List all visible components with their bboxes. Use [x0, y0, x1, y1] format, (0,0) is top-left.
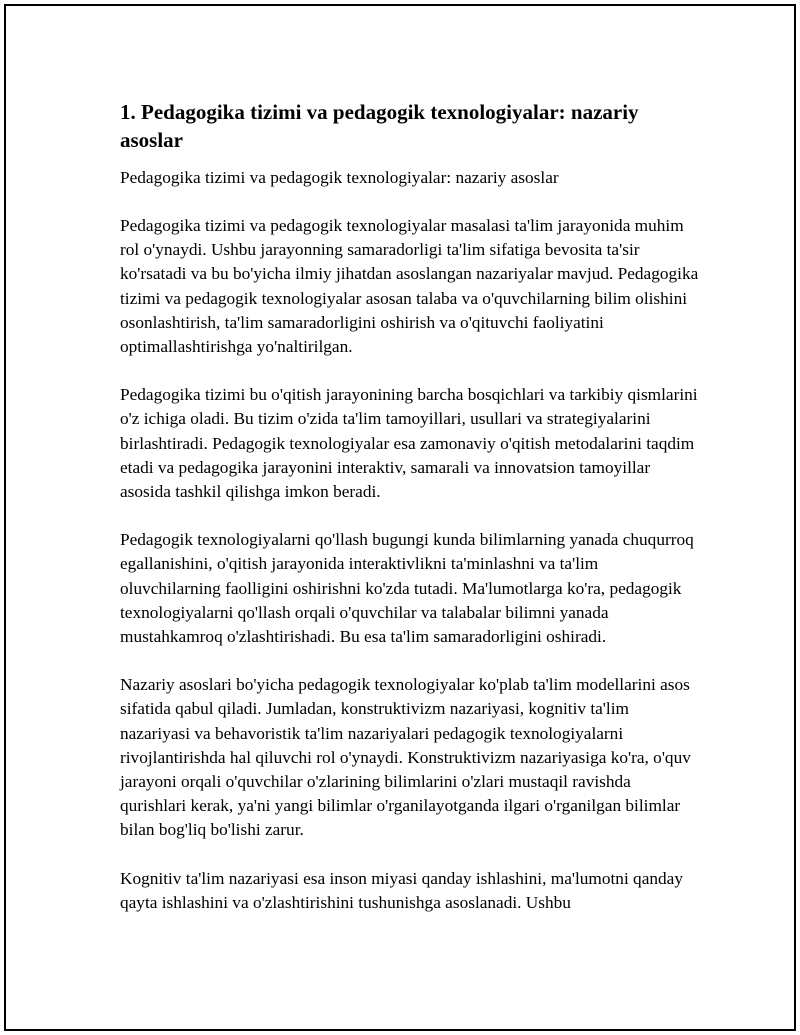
- paragraph-2: Pedagogika tizimi bu o'qitish jarayonining barcha bosqichlari va tarkibiy qismlarini o'z ichiga oladi. Bu tizim o'zida ta'lim tamoyillari, usullari va strategiyalarini birlashtiradi. Pedagogik texnologiyalar esa zamonaviy o'qitish metodalarini taqdim etadi va pedagogika jarayonini interaktiv, samarali va innovatsion tamoyillar asosida tashkil qilishga imkon beradi.: [120, 385, 698, 502]
- paragraph-4: Nazariy asoslari bo'yicha pedagogik texnologiyalar ko'plab ta'lim modellarini asos sifatida qabul qiladi. Jumladan, konstruktivizm nazariyasi, kognitiv ta'lim nazariyasi va behavoristik ta'lim nazariyalari pedagogik texnologiyalarni rivojlantirishda hal qiluvchi rol o'ynaydi. Konstruktivizm nazariyasiga ko'ra, o'quv jarayoni orqali o'quvchilar o'zlarining bilimlarini o'zlari mustaqil ravishda qurishlari kerak, ya'ni yangi bilimlar o'rganilayotganda ilgari o'rganilgan bilimlar bilan bog'liq bo'lishi zarur.: [120, 675, 691, 840]
- paragraph-5: Kognitiv ta'lim nazariyasi esa inson miyasi qanday ishlashini, ma'lumotni qanday qayta ishlashini va o'zlashtirishini tushunishga asoslanadi. Ushbu: [120, 868, 683, 912]
- page-frame: [4, 4, 796, 1031]
- section-subtitle: Pedagogika tizimi va pedagogik texnologiyalar: nazariy asoslar: [120, 168, 559, 187]
- paragraph-3: Pedagogik texnologiyalarni qo'llash bugungi kunda bilimlarning yanada chuqurroq egallanishini, o'qitish jarayonida interaktivlikni ta'minlashni va ta'lim oluvchilarning faolligini oshirishni ko'zda tutadi. Ma'lumotlarga ko'ra, pedagogik texnologiyalarni qo'llash orqali o'quvchilar va talabalar bilimni yanada mustahkamroq o'zlashtirishadi. Bu esa ta'lim samaradorligini oshiradi.: [120, 530, 694, 647]
- paragraph-1: Pedagogika tizimi va pedagogik texnologiyalar masalasi ta'lim jarayonida muhim rol o'ynaydi. Ushbu jarayonning samaradorligi ta'lim sifatiga bevosita ta'sir ko'rsatadi va bu bo'yicha ilmiy jihatdan asoslangan nazariyalar mavjud. Pedagogika tizimi va pedagogik texnologiyalar asosan talaba va o'quvchilarning bilim olishini osonlashtirish, ta'lim samaradorligini oshirish va o'qituvchi faoliyatini optimallashtirishga yo'naltirilgan.: [120, 216, 699, 357]
- section-heading: 1. Pedagogika tizimi va pedagogik texnologiyalar: nazariy asoslar: [120, 100, 639, 152]
- document-body: [120, 98, 700, 939]
